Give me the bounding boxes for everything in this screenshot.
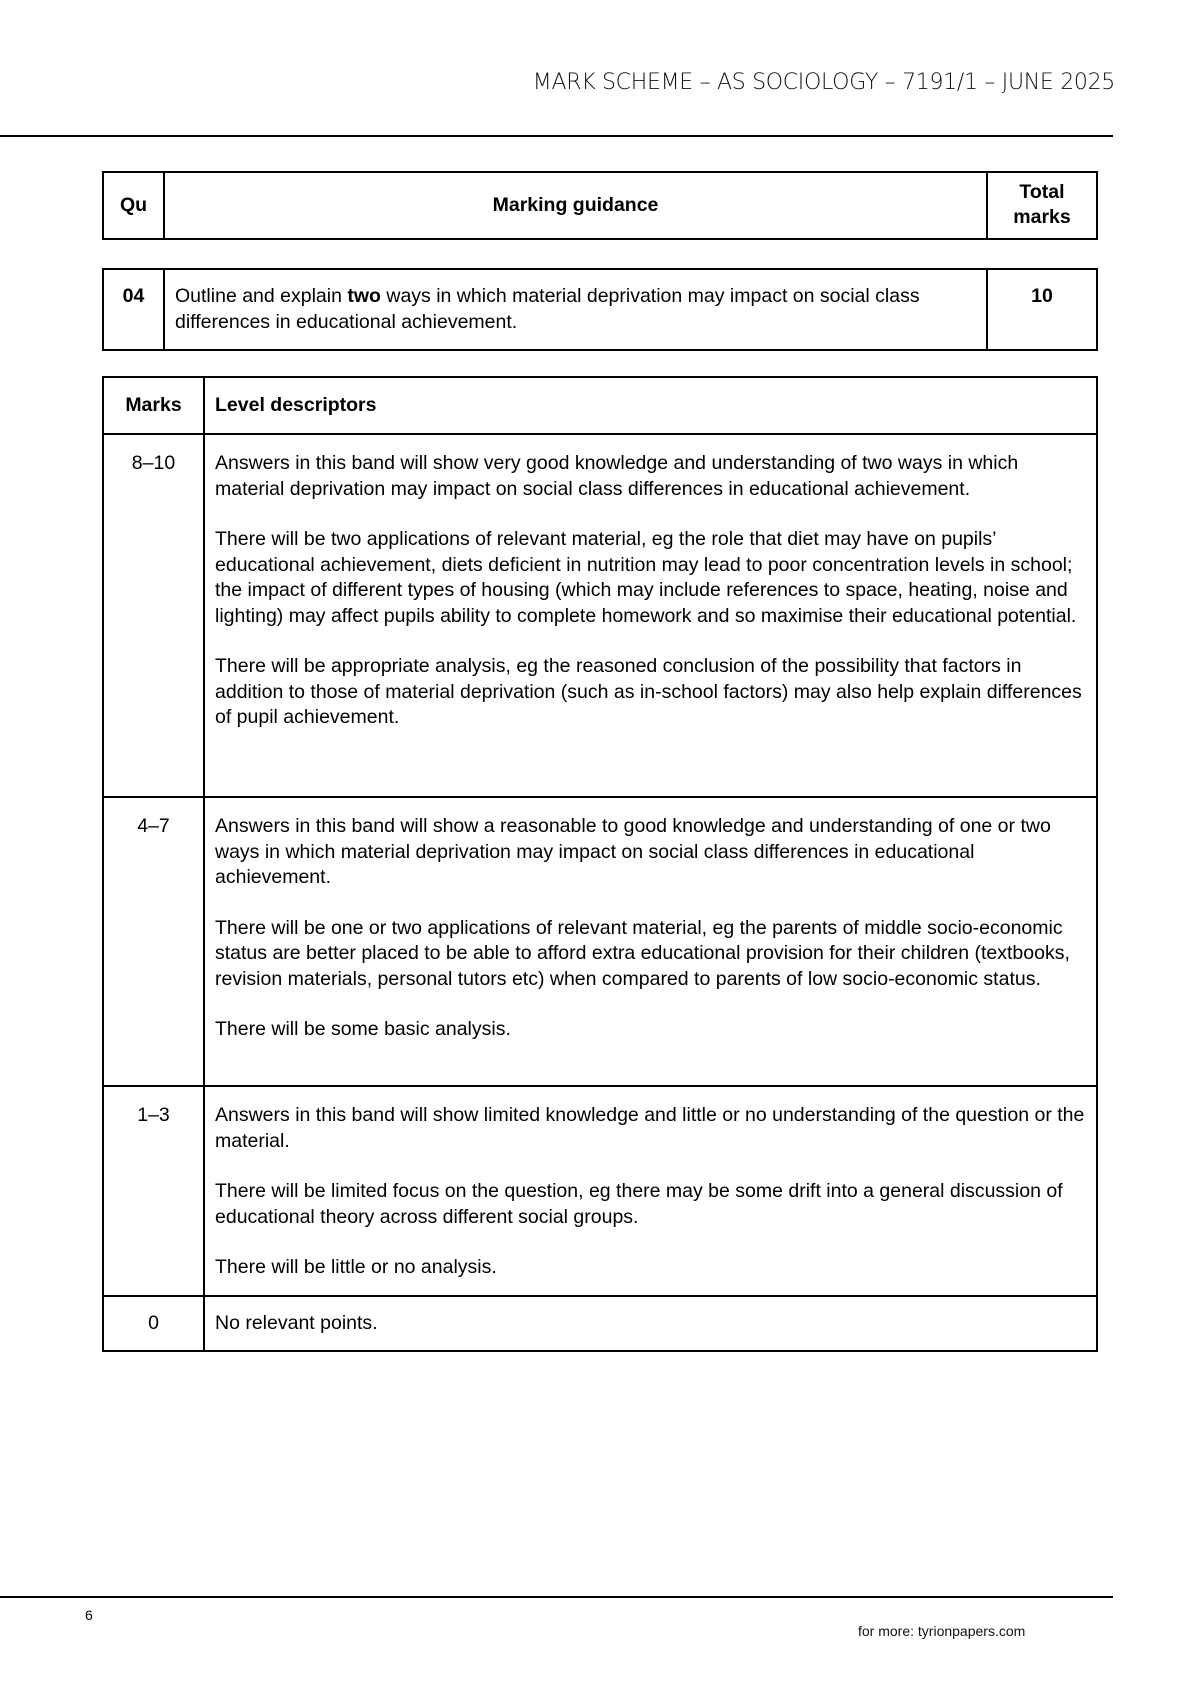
footer-link[interactable]: for more: tyrionpapers.com: [858, 1623, 1026, 1639]
level-descriptor: No relevant points.: [204, 1296, 1097, 1352]
question-total-marks: 10: [987, 269, 1097, 350]
mark-band: 8–10: [103, 434, 204, 797]
column-header-table: [102, 171, 1098, 240]
total-marks-header: Total marks: [987, 172, 1097, 239]
level-row-4-7: [103, 797, 1097, 1086]
mark-band: 4–7: [103, 797, 204, 1086]
level-descriptor: Answers in this band will show a reasonable to good knowledge and understanding of one or two ways in which material deprivation may impact on social class differences in educational achievement. There will be one or two applications of relevant material, eg the parents of middle socio-economic status are better placed to be able to afford extra educational provision for their children (textbooks, revision materials, personal tutors etc) when compared to parents of low socio-economic status. There will be some basic analysis.: [204, 797, 1097, 1086]
question-emphasis: two: [347, 285, 381, 307]
column-header-row: [103, 172, 1097, 239]
question-table: [102, 268, 1098, 351]
question-text: Outline and explain two ways in which material deprivation may impact on social class differences in educational achievement.: [164, 269, 987, 350]
marking-guidance-header: Marking guidance: [164, 172, 987, 239]
footer-rule: [0, 1596, 1113, 1598]
qu-header: Qu: [103, 172, 164, 239]
page-number: 6: [85, 1607, 93, 1623]
descriptors-column-header: Level descriptors: [204, 377, 1097, 434]
question-row: [103, 269, 1097, 350]
level-row-0: [103, 1296, 1097, 1352]
level-row-1-3: [103, 1086, 1097, 1296]
level-descriptor: Answers in this band will show limited knowledge and little or no understanding of the question or the material. There will be limited focus on the question, eg there may be some drift into a general discussion of educational theory across different social groups. There will be little or no analysis.: [204, 1086, 1097, 1296]
level-descriptors-table: [102, 376, 1098, 1352]
running-header-title: MARK SCHEME – AS SOCIOLOGY – 7191/1 – JUNE 2025: [532, 70, 1115, 95]
mark-band: 0: [103, 1296, 204, 1352]
level-descriptor: Answers in this band will show very good knowledge and understanding of two ways in which material deprivation may impact on social class differences in educational achievement. There will be two applications of relevant material, eg the role that diet may have on pupils’ educational achievement, diets deficient in nutrition may lead to poor concentration levels in school; the impact of different types of housing (which may include references to space, heating, noise and lighting) may affect pupils ability to complete homework and so maximise their educational potential. There will be appropriate analysis, eg the reasoned conclusion of the possibility that factors in addition to those of material deprivation (such as in-school factors) may also help explain differences of pupil achievement.: [204, 434, 1097, 797]
question-number: 04: [103, 269, 164, 350]
mark-band: 1–3: [103, 1086, 204, 1296]
marks-column-header: Marks: [103, 377, 204, 434]
level-row-8-10: [103, 434, 1097, 797]
level-descriptors-header-row: [103, 377, 1097, 434]
header-rule: [0, 135, 1113, 137]
